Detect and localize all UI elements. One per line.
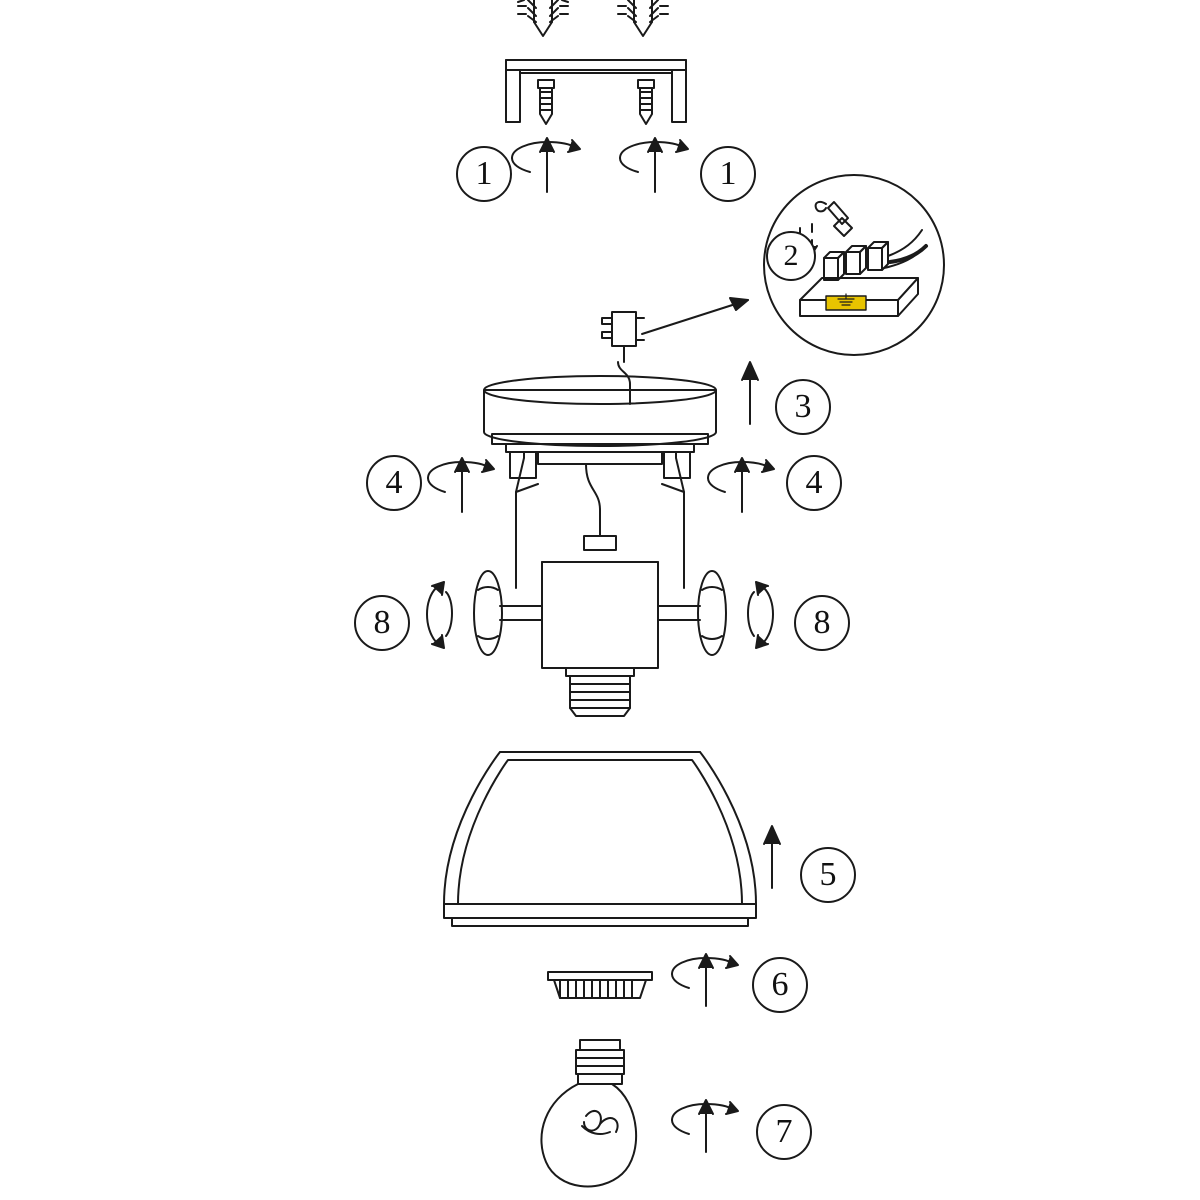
detail-leader-line: [642, 298, 748, 334]
step4-left-arrow: [428, 458, 494, 512]
step5-arrow: [764, 826, 780, 888]
screw-left-icon: [538, 80, 554, 124]
step-label: 7: [775, 1113, 793, 1150]
step-label: 4: [805, 464, 823, 501]
step-badge-1-right[interactable]: [700, 146, 756, 202]
step-badge-7[interactable]: [756, 1104, 812, 1160]
step-label: 1: [719, 155, 737, 192]
step-badge-1-left[interactable]: [456, 146, 512, 202]
step4-right-arrow: [708, 458, 774, 512]
step-label: 3: [794, 388, 812, 425]
step-badge-5[interactable]: [800, 847, 856, 903]
step1-left-arrow: [512, 138, 580, 192]
spot-head: [474, 536, 726, 716]
shade: [444, 752, 756, 926]
step1-right-arrow: [620, 138, 688, 192]
wall-plug-right-icon: [618, 0, 668, 36]
step-badge-4-left[interactable]: [366, 455, 422, 511]
step-badge-8-right[interactable]: [794, 595, 850, 651]
step-label: 8: [813, 604, 831, 641]
spot-yoke: [510, 452, 690, 588]
step-label: 1: [475, 155, 493, 192]
step-label: 6: [771, 966, 789, 1003]
screw-right-icon: [638, 80, 654, 124]
step-label: 4: [385, 464, 403, 501]
step-label: 2: [783, 239, 799, 272]
step3-arrow: [742, 362, 758, 424]
step-badge-2[interactable]: [766, 231, 816, 281]
step-label: 8: [373, 604, 391, 641]
step-label: 5: [819, 856, 837, 893]
step7-arrow: [672, 1100, 738, 1152]
step-badge-8-left[interactable]: [354, 595, 410, 651]
step8-right-arrow: [748, 582, 773, 648]
step-badge-3[interactable]: [775, 379, 831, 435]
mounting-bracket: [506, 60, 686, 122]
ceiling-plate: [484, 376, 716, 452]
wall-plug-left-icon: [518, 0, 568, 36]
step6-arrow: [672, 954, 738, 1006]
step-badge-4-right[interactable]: [786, 455, 842, 511]
light-bulb: [541, 1040, 636, 1187]
step-badge-6[interactable]: [752, 957, 808, 1013]
diffuser-ring: [548, 972, 652, 998]
step8-left-arrow: [427, 582, 452, 648]
